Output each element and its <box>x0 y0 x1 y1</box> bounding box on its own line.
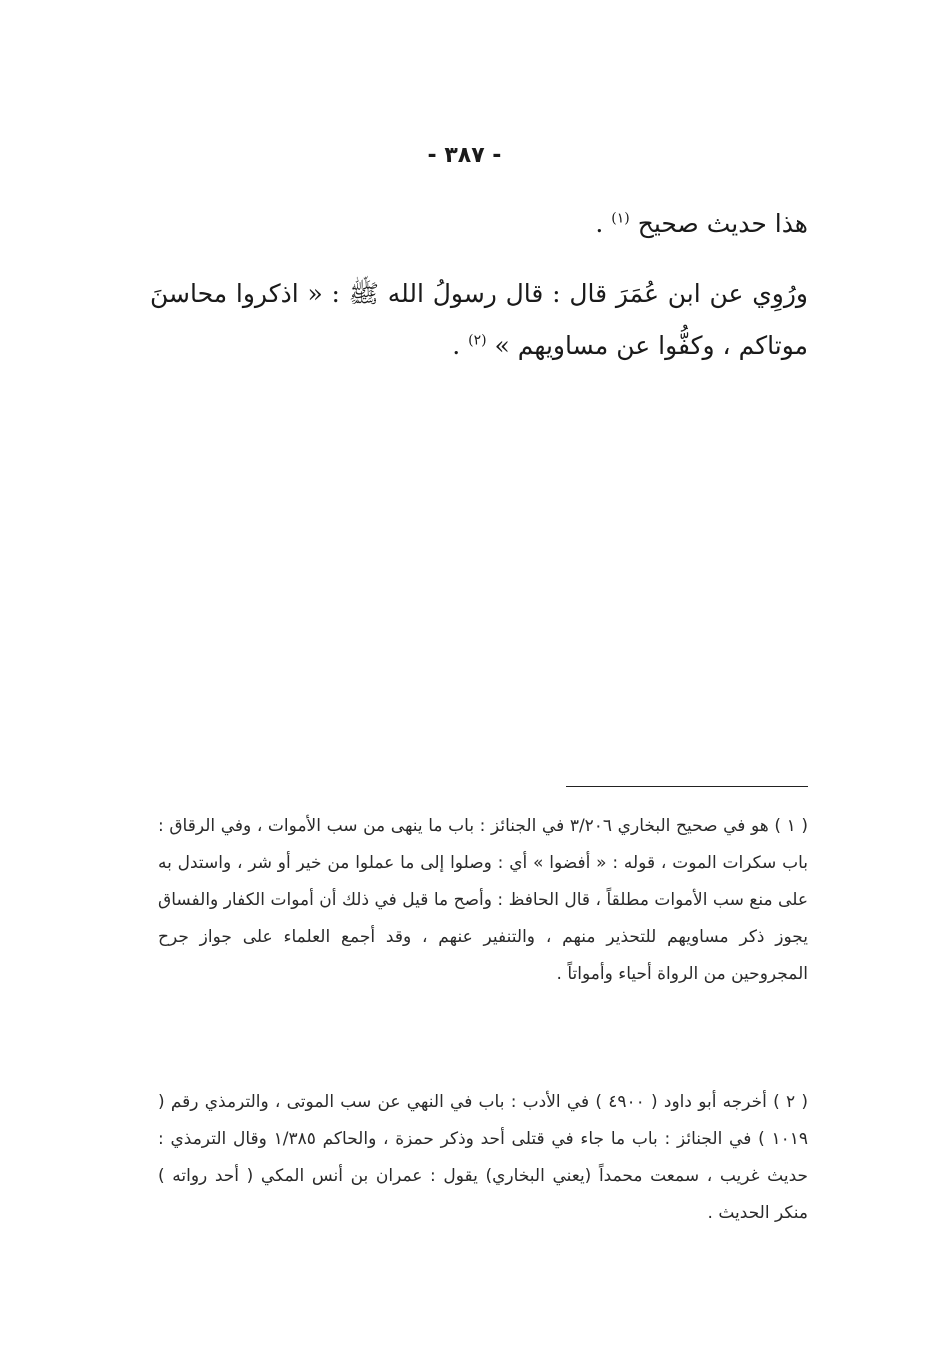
paragraph-2-text: ورُوِي عن ابن عُمَرَ قال : قال رسولُ الله ﷺ : « اذكروا محاسنَ موتاكم ، وكفُّوا عن مساويهم » <box>150 279 808 360</box>
footnote-separator <box>566 786 808 787</box>
paragraph-2-end: . <box>452 331 461 360</box>
paragraph-1-end: . <box>595 209 604 238</box>
footnote-ref-1: (١) <box>611 210 630 227</box>
footnote-2: ( ٢ ) أخرجه أبو داود ( ٤٩٠٠ ) في الأدب : باب في النهي عن سب الموتى ، والترمذي رقم ( ١٠١٩ ) في الجنائز : باب ما جاء في قتلى أحد وذكر حمزة ، والحاكم ١/٣٨٥ وقال الترمذي : حديث غريب ، سمعت محمداً (يعني البخاري) يقول : عمران بن أنس المكي ( أحد رواته ) منكر الحديث . <box>158 1092 808 1223</box>
footnote-ref-2: (٢) <box>468 332 487 349</box>
body-paragraph-1 <box>150 198 808 250</box>
footnote-1: ( ١ ) هو في صحيح البخاري ٣/٢٠٦ في الجنائز : باب ما ينهى من سب الأموات ، وفي الرقاق : باب سكرات الموت ، قوله : « أفضوا » أي : وصلوا إلى ما عملوا من خير أو شر ، واستدل به على منع سب الأموات مطلقاً ، قال الحافظ : وأصح ما قيل في ذلك أن أموات الكفار والفساق يجوز ذكر مساويهم للتحذير منهم ، والتنفير عنهم ، وقد أجمع العلماء على جواز جرح المجروحين من الرواة أحياء وأمواتاً . <box>158 816 809 984</box>
paragraph-1-text: هذا حديث صحيح <box>637 209 808 238</box>
page-number: - ٣٨٧ - <box>427 143 502 168</box>
body-paragraph-2 <box>150 268 808 372</box>
